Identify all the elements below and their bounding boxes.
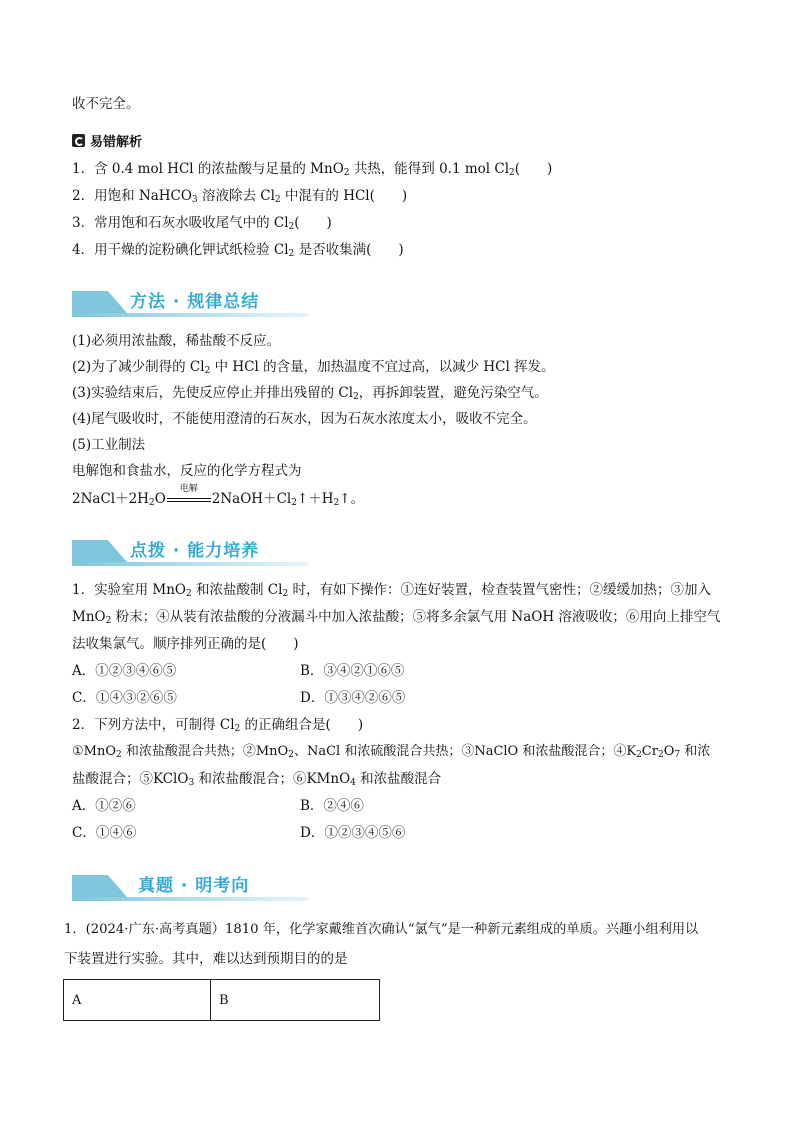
subscript: 2 bbox=[343, 168, 350, 178]
subscript: 2 bbox=[636, 750, 642, 760]
text: 和浓盐酸混合 bbox=[355, 771, 442, 787]
method-line: (1)必须用浓盐酸，稀盐酸不反应。 bbox=[72, 333, 281, 349]
method-line: (4)尾气吸收时，不能使用澄清的石灰水，因为石灰水浓度太小，吸收不完全。 bbox=[72, 411, 537, 427]
mistake-item bbox=[72, 160, 552, 178]
option-b: B．②④⑥ bbox=[300, 798, 364, 814]
header-tab-shape bbox=[72, 291, 127, 313]
option-b: B．③④②①⑥⑤ bbox=[300, 663, 405, 679]
table-row bbox=[64, 980, 380, 1021]
exam-question-line: 1．(2024·广东·高考真题）1810 年，化学家戴维首次确认“氯气”是一种新元素组成的单质。兴趣小组利用以 bbox=[64, 922, 699, 937]
answer-blank: ( ) bbox=[514, 161, 553, 177]
item-number: 3． bbox=[72, 215, 95, 231]
subscript: 2 bbox=[288, 222, 295, 232]
item-text: 常用饱和石灰水吸收尾气中的 Cl bbox=[94, 215, 289, 231]
subscript: 2 bbox=[105, 616, 112, 626]
text: ①MnO bbox=[72, 744, 116, 759]
question-line bbox=[72, 743, 710, 761]
text: 2．下列方法中，可制得 Cl bbox=[72, 717, 235, 733]
mistake-item bbox=[72, 187, 407, 205]
subscript: 7 bbox=[674, 750, 681, 760]
mistakes-header bbox=[72, 131, 142, 150]
mistake-item bbox=[72, 214, 332, 232]
c-badge-icon bbox=[72, 134, 85, 147]
option-d: D．①②③④⑤⑥ bbox=[300, 825, 406, 841]
method-line: 电解饱和食盐水，反应的化学方程式为 bbox=[72, 463, 302, 479]
question-line bbox=[72, 770, 441, 788]
text: (2)为了减少制得的 Cl bbox=[72, 359, 205, 375]
option-c: C．①④③②⑥⑤ bbox=[72, 690, 177, 706]
text: (3)实验结束后，先使反应停止并排出残留的 Cl bbox=[72, 385, 354, 401]
options-table bbox=[63, 979, 380, 1021]
text: Cr bbox=[641, 744, 658, 759]
text: 和浓盐酸混合；⑥KMnO bbox=[194, 771, 351, 787]
section-header-guidance bbox=[72, 538, 308, 568]
method-line bbox=[72, 384, 548, 402]
text: ↑＋H bbox=[296, 491, 334, 507]
subscript: 2 bbox=[282, 589, 289, 599]
answer-blank: ( ) bbox=[294, 215, 332, 231]
table-cell-a: A bbox=[64, 980, 211, 1021]
continuation-text: 收不完全。 bbox=[72, 96, 140, 112]
subscript: 2 bbox=[333, 498, 340, 508]
equals-sign-icon bbox=[167, 483, 211, 507]
subscript: 2 bbox=[509, 168, 515, 178]
text: ↑。 bbox=[339, 491, 365, 507]
item-text: 是否收集满( ) bbox=[294, 242, 404, 258]
subscript: 3 bbox=[188, 778, 195, 788]
item-text: 用饱和 NaHCO bbox=[94, 188, 192, 204]
text: 时，有如下操作：①连好装置，检查装置气密性；②缓缓加热；③加入 bbox=[288, 582, 711, 598]
text: 和浓盐酸混合共热；②MnO bbox=[121, 744, 289, 759]
mistakes-title: 易错解析 bbox=[90, 135, 143, 150]
text: O bbox=[154, 491, 166, 507]
option-a: A．①②③④⑥⑤ bbox=[72, 663, 177, 679]
text: 和浓盐酸制 Cl bbox=[191, 582, 283, 598]
item-text: 含 0.4 mol HCl 的浓盐酸与足量的 MnO bbox=[94, 161, 344, 177]
subscript: 2 bbox=[116, 750, 122, 760]
option-d: D．①③④②⑥⑤ bbox=[300, 690, 406, 706]
text: 1．实验室用 MnO bbox=[72, 582, 186, 598]
subscript: 2 bbox=[204, 366, 211, 376]
exam-question-line: 下装置进行实验。其中，难以达到预期目的的是 bbox=[64, 951, 348, 967]
item-text: 用干燥的淀粉碘化钾试纸检验 Cl bbox=[94, 242, 289, 258]
subscript: 2 bbox=[288, 750, 294, 760]
subscript: 2 bbox=[274, 195, 281, 205]
item-number: 4． bbox=[72, 242, 95, 258]
item-number: 2． bbox=[72, 188, 95, 204]
subscript: 2 bbox=[291, 498, 297, 508]
section-title: 点拨 · 能力培养 bbox=[130, 541, 260, 561]
header-tab-shape bbox=[72, 540, 127, 562]
subscript: 2 bbox=[353, 392, 359, 402]
section-header-exam bbox=[72, 873, 308, 903]
text: 盐酸混合；⑤KClO bbox=[72, 771, 189, 787]
text: ，再拆卸装置，避免污染空气。 bbox=[358, 385, 548, 401]
option-a: A．①②⑥ bbox=[72, 798, 136, 814]
table-cell-b: B bbox=[211, 980, 380, 1021]
text: 的正确组合是( ) bbox=[240, 717, 364, 733]
subscript: 2 bbox=[288, 249, 295, 259]
section-title: 真题 · 明考向 bbox=[138, 876, 250, 896]
question-line bbox=[72, 581, 711, 599]
text: 、NaCl 和浓硫酸混合共热；③NaClO 和浓盐酸混合；④K bbox=[293, 744, 637, 759]
reaction-condition: 电解 bbox=[179, 483, 198, 494]
question-line bbox=[72, 716, 363, 734]
text: 2NaCl＋2H bbox=[72, 491, 149, 507]
subscript: 2 bbox=[234, 724, 241, 734]
section-title: 方法 · 规律总结 bbox=[130, 292, 260, 312]
item-number: 1． bbox=[72, 161, 95, 177]
subscript: 2 bbox=[185, 589, 192, 599]
item-text: 中混有的 HCl( ) bbox=[280, 188, 408, 204]
method-line bbox=[72, 358, 555, 376]
item-text: 共热，能得到 0.1 mol Cl bbox=[349, 161, 510, 177]
subscript: 2 bbox=[148, 498, 155, 508]
chemical-equation bbox=[72, 483, 365, 508]
text: 和浓 bbox=[680, 744, 711, 759]
text: 粉末；④从装有浓盐酸的分液漏斗中加入浓盐酸；⑤将多余氯气用 NaOH 溶液吸收；⑥用向上排空气 bbox=[111, 609, 721, 625]
text: MnO bbox=[72, 609, 106, 625]
text: O bbox=[663, 744, 675, 759]
question-line bbox=[72, 608, 720, 626]
text: 2NaOH＋Cl bbox=[211, 491, 292, 507]
text: 中 HCl 的含量，加热温度不宜过高，以减少 HCl 挥发。 bbox=[210, 359, 555, 375]
option-c: C．①④⑥ bbox=[72, 825, 137, 841]
subscript: 2 bbox=[657, 750, 664, 760]
item-text: 溶液除去 Cl bbox=[197, 188, 275, 204]
section-header-method bbox=[72, 289, 308, 319]
question-line: 法收集氯气。顺序排列正确的是( ) bbox=[72, 636, 299, 652]
subscript: 3 bbox=[191, 195, 198, 205]
header-tab-shape bbox=[72, 875, 127, 897]
method-line: (5)工业制法 bbox=[72, 437, 146, 453]
subscript: 4 bbox=[350, 778, 356, 788]
mistake-item bbox=[72, 241, 404, 259]
